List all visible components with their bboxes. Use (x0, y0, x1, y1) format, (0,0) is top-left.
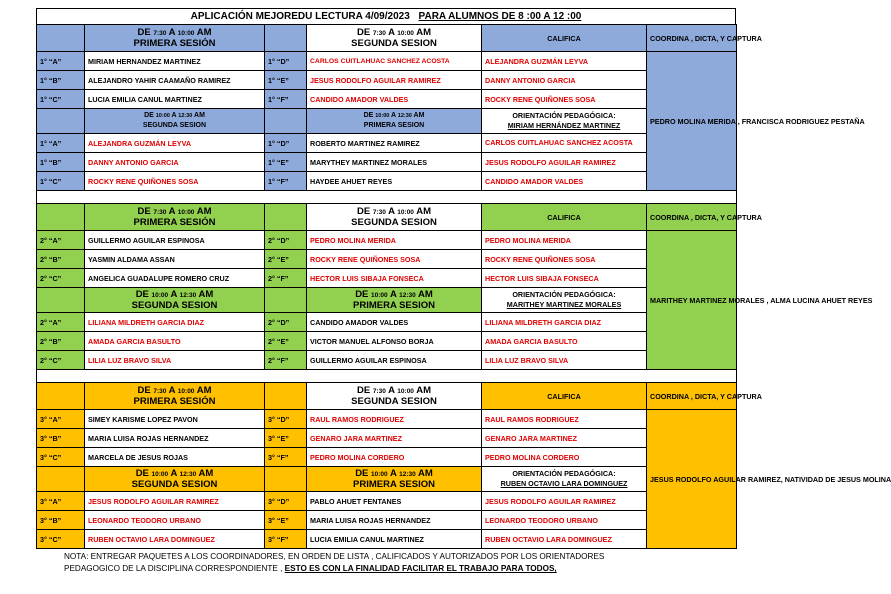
title-sub: PARA ALUMNOS DE 8 :00 A 12 :00 (418, 11, 582, 22)
group-label: 2° “C” (37, 269, 85, 288)
group-label: 3° “A” (37, 410, 85, 429)
header-blank (265, 383, 307, 410)
first-session-header (307, 467, 482, 492)
grader-name: JESUS RODOLFO AGUILAR RAMIREZ (482, 492, 647, 511)
table-row (37, 71, 737, 90)
teacher-name: ROCKY RENE QUIÑONES SOSA (307, 250, 482, 269)
teacher-name: ANGELICA GUADALUPE ROMERO CRUZ (85, 269, 265, 288)
first-session-header (85, 383, 265, 410)
grader-name: PEDRO MOLINA MERIDA (482, 231, 647, 250)
grader-name: HECTOR LUIS SIBAJA FONSECA (482, 269, 647, 288)
group-label: 2° “B” (37, 332, 85, 351)
table-row (37, 90, 737, 109)
header-blank (37, 109, 85, 134)
group-label: 2° “E” (265, 250, 307, 269)
teacher-name: MARCELA DE JESUS ROJAS (85, 448, 265, 467)
coordina-header: COORDINA , DICTA, Y CAPTURA (647, 383, 737, 410)
table-row (37, 172, 737, 191)
header-blank (265, 467, 307, 492)
table-row (37, 351, 737, 370)
orientation-name: MIRIAM HERNÁNDEZ MARTINEZ (507, 121, 621, 130)
second-session-header (85, 288, 265, 313)
grader-name: GENARO JARA MARTINEZ (482, 429, 647, 448)
group-label: 3° “C” (37, 448, 85, 467)
group-label: 1° “A” (37, 134, 85, 153)
teacher-name: ALEJANDRO YAHIR CAAMAÑO RAMIREZ (85, 71, 265, 90)
group-label: 2° “F” (265, 269, 307, 288)
table-row (37, 429, 737, 448)
table-row (37, 52, 737, 71)
first-session-header (85, 204, 265, 231)
session-name: SEGUNDA SESION (131, 478, 218, 490)
teacher-name: JESUS RODOLFO AGUILAR RAMIREZ (307, 71, 482, 90)
session-name: SEGUNDA SESION (351, 395, 437, 407)
group-label: 1° “C” (37, 90, 85, 109)
table-row (37, 511, 737, 530)
group-label: 2° “F” (265, 351, 307, 370)
table-row (37, 530, 737, 549)
grader-name: ALEJANDRA GUZMÁN LEYVA (482, 52, 647, 71)
grader-name: CARLOS CUITLAHUAC SANCHEZ ACOSTA (482, 134, 647, 153)
teacher-name: YASMIN ALDAMA ASSAN (85, 250, 265, 269)
second-session-header (85, 109, 265, 134)
table-row (37, 313, 737, 332)
schedule-sheet (36, 8, 891, 549)
group-label: 3° “F” (265, 530, 307, 549)
orientation-label: ORIENTACIÓN PEDAGÓGICA: (512, 290, 616, 299)
teacher-name: GUILLERMO AGUILAR ESPINOSA (307, 351, 482, 370)
table-row (37, 250, 737, 269)
session-name: SEGUNDA SESION (131, 299, 218, 311)
group-label: 1° “D” (265, 134, 307, 153)
group-label: 2° “E” (265, 332, 307, 351)
grader-name: ROCKY RENE QUIÑONES SOSA (482, 250, 647, 269)
session-time: DE 7:30 A 10:00 AM (356, 205, 431, 217)
group-label: 2° “C” (37, 351, 85, 370)
group-label: 3° “A” (37, 492, 85, 511)
teacher-name: ROCKY RENE QUIÑONES SOSA (85, 172, 265, 191)
orientation-label: ORIENTACIÓN PEDAGÓGICA: (512, 111, 616, 120)
session-time: DE 7:30 A 10:00 AM (137, 205, 212, 217)
coordina-header: COORDINA , DICTA, Y CAPTURA (647, 204, 737, 231)
teacher-name: PEDRO MOLINA CORDERO (307, 448, 482, 467)
session-time: DE 7:30 A 10:00 AM (356, 384, 431, 396)
orientation-name: MARITHEY MARTINEZ MORALES (506, 300, 622, 309)
group-label: 2° “A” (37, 231, 85, 250)
header-blank (37, 204, 85, 231)
group-label: 3° “B” (37, 511, 85, 530)
teacher-name: RUBEN OCTAVIO LARA DOMINGUEZ (85, 530, 265, 549)
grader-name: DANNY ANTONIO GARCIA (482, 71, 647, 90)
table-row (37, 492, 737, 511)
orientation-name: RUBEN OCTAVIO LARA DOMINGUEZ (500, 479, 628, 488)
first-session-header (85, 25, 265, 52)
session-time: DE 7:30 A 10:00 AM (137, 26, 212, 38)
teacher-name: LILIA LUZ BRAVO SILVA (85, 351, 265, 370)
group-label: 2° “A” (37, 313, 85, 332)
teacher-name: LUCIA EMILIA CANUL MARTINEZ (307, 530, 482, 549)
group-label: 3° “E” (265, 429, 307, 448)
table-row (37, 332, 737, 351)
teacher-name: PEDRO MOLINA MERIDA (307, 231, 482, 250)
header-blank (37, 383, 85, 410)
second-session-header (307, 25, 482, 52)
grader-name: LILIANA MILDRETH GARCIA DIAZ (482, 313, 647, 332)
session-name: PRIMERA SESION (353, 478, 435, 490)
teacher-name: VICTOR MANUEL ALFONSO BORJA (307, 332, 482, 351)
session-name: SEGUNDA SESION (351, 37, 437, 49)
teacher-name: AMADA GARCIA BASULTO (85, 332, 265, 351)
grader-name: PEDRO MOLINA CORDERO (482, 448, 647, 467)
coordina-header: COORDINA , DICTA, Y CAPTURA (647, 25, 737, 52)
session-name: PRIMERA SESION (363, 122, 425, 129)
group-label: 2° “D” (265, 231, 307, 250)
grader-name: CANDIDO AMADOR VALDES (482, 172, 647, 191)
group-label: 1° “B” (37, 153, 85, 172)
group-label: 1° “A” (37, 52, 85, 71)
group-label: 1° “C” (37, 172, 85, 191)
orientation-cell (482, 109, 647, 134)
teacher-name: LEONARDO TEODORO URBANO (85, 511, 265, 530)
teacher-name: MARYTHEY MARTINEZ MORALES (307, 153, 482, 172)
group-label: 3° “D” (265, 492, 307, 511)
califica-header: CALIFICA (482, 383, 647, 410)
group-label: 2° “B” (37, 250, 85, 269)
header-blank (37, 25, 85, 52)
teacher-name: JESUS RODOLFO AGUILAR RAMIREZ (85, 492, 265, 511)
session-time: DE 7:30 A 10:00 AM (137, 384, 212, 396)
teacher-name: LUCIA EMILIA CANUL MARTINEZ (85, 90, 265, 109)
session-time: DE 10:00 A 12:30 AM (135, 288, 214, 300)
footer-note (64, 551, 744, 575)
table-row (37, 231, 737, 250)
session-name: SEGUNDA SESION (142, 122, 207, 129)
orientation-cell (482, 467, 647, 492)
second-session-header (85, 467, 265, 492)
teacher-name: GENARO JARA MARTINEZ (307, 429, 482, 448)
group-label: 3° “C” (37, 530, 85, 549)
grader-name: RUBEN OCTAVIO LARA DOMINGUEZ (482, 530, 647, 549)
session-time: DE 10:00 A 12:30 AM (363, 112, 425, 119)
teacher-name: MARIA LUISA ROJAS HERNANDEZ (307, 511, 482, 530)
coordinator-names: PEDRO MOLINA MERIDA , FRANCISCA RODRIGUEZ PESTAÑA (647, 52, 737, 191)
schedule-table (36, 24, 891, 549)
teacher-name: SIMEY KARISME LOPEZ PAVON (85, 410, 265, 429)
table-row (37, 269, 737, 288)
teacher-name: PABLO AHUET FENTANES (307, 492, 482, 511)
group-label: 1° “E” (265, 71, 307, 90)
session-name: PRIMERA SESIÓN (133, 395, 216, 407)
session-time: DE 10:00 A 12:30 AM (355, 467, 433, 479)
group-label: 1° “F” (265, 90, 307, 109)
teacher-name: ALEJANDRA GUZMÁN LEYVA (85, 134, 265, 153)
header-blank (37, 467, 85, 492)
coordinator-names: JESUS RODOLFO AGUILAR RAMIREZ, NATIVIDAD DE JESUS MOLINA (647, 410, 737, 549)
block-separator (37, 370, 737, 383)
grader-name: ROCKY RENE QUIÑONES SOSA (482, 90, 647, 109)
session-name: PRIMERA SESIÓN (133, 37, 216, 49)
teacher-name: RAUL RAMOS RODRIGUEZ (307, 410, 482, 429)
grader-name: RAUL RAMOS RODRIGUEZ (482, 410, 647, 429)
califica-header: CALIFICA (482, 204, 647, 231)
session-time: DE 10:00 A 12:30 AM (135, 467, 214, 479)
table-row (37, 134, 737, 153)
teacher-name: CARLOS CUITLAHUAC SANCHEZ ACOSTA (307, 52, 482, 71)
group-label: 1° “D” (265, 52, 307, 71)
session-name: SEGUNDA SESION (351, 216, 437, 228)
grader-name: LILIA LUZ BRAVO SILVA (482, 351, 647, 370)
group-label: 3° “F” (265, 448, 307, 467)
note-line-2b: ESTO ES CON LA FINALIDAD FACILITAR EL TRABAJO PARA TODOS, (284, 564, 557, 573)
table-row (37, 448, 737, 467)
header-blank (37, 288, 85, 313)
first-session-header (307, 109, 482, 134)
group-label: 2° “D” (265, 313, 307, 332)
second-session-header (307, 204, 482, 231)
table-row (37, 153, 737, 172)
note-line-2a: PEDAGOGICO DE LA DISCIPLINA CORRESPONDIENTE , (64, 564, 283, 573)
teacher-name: LILIANA MILDRETH GARCIA DIAZ (85, 313, 265, 332)
title-main: APLICACIÓN MEJOREDU LECTURA 4/09/2023 (190, 11, 410, 22)
califica-header: CALIFICA (482, 25, 647, 52)
group-label: 1° “E” (265, 153, 307, 172)
teacher-name: GUILLERMO AGUILAR ESPINOSA (85, 231, 265, 250)
grader-name: AMADA GARCIA BASULTO (482, 332, 647, 351)
header-blank (265, 288, 307, 313)
note-line-2 (64, 563, 744, 575)
group-label: 1° “B” (37, 71, 85, 90)
orientation-label: ORIENTACIÓN PEDAGÓGICA: (512, 469, 616, 478)
session-name: PRIMERA SESIÓN (133, 216, 216, 228)
session-time: DE 10:00 A 12:30 AM (355, 288, 433, 300)
orientation-cell (482, 288, 647, 313)
grader-name: LEONARDO TEODORO URBANO (482, 511, 647, 530)
group-label: 1° “F” (265, 172, 307, 191)
teacher-name: ROBERTO MARTINEZ RAMIREZ (307, 134, 482, 153)
header-blank (265, 25, 307, 52)
second-session-header (307, 383, 482, 410)
session-time: DE 7:30 A 10:00 AM (356, 26, 431, 38)
teacher-name: MARIA LUISA ROJAS HERNANDEZ (85, 429, 265, 448)
block-separator (37, 191, 737, 204)
first-session-header (307, 288, 482, 313)
teacher-name: CANDIDO AMADOR VALDES (307, 90, 482, 109)
session-time: DE 10:00 A 12:30 AM (144, 112, 205, 119)
table-row (37, 410, 737, 429)
group-label: 3° “B” (37, 429, 85, 448)
teacher-name: DANNY ANTONIO GARCIA (85, 153, 265, 172)
header-blank (265, 204, 307, 231)
teacher-name: MIRIAM HERNANDEZ MARTINEZ (85, 52, 265, 71)
teacher-name: HAYDEE AHUET REYES (307, 172, 482, 191)
teacher-name: HECTOR LUIS SIBAJA FONSECA (307, 269, 482, 288)
session-name: PRIMERA SESION (353, 299, 435, 311)
teacher-name: CANDIDO AMADOR VALDES (307, 313, 482, 332)
note-line-1: NOTA: ENTREGAR PAQUETES A LOS COORDINADORES, EN ORDEN DE LISTA , CALIFICADOS Y AUTORIZADOS POR LOS ORIENTADORES (64, 552, 605, 561)
sheet-title (36, 8, 736, 24)
group-label: 3° “E” (265, 511, 307, 530)
grader-name: JESUS RODOLFO AGUILAR RAMIREZ (482, 153, 647, 172)
group-label: 3° “D” (265, 410, 307, 429)
coordinator-names: MARITHEY MARTINEZ MORALES , ALMA LUCINA AHUET REYES (647, 231, 737, 370)
header-blank (265, 109, 307, 134)
